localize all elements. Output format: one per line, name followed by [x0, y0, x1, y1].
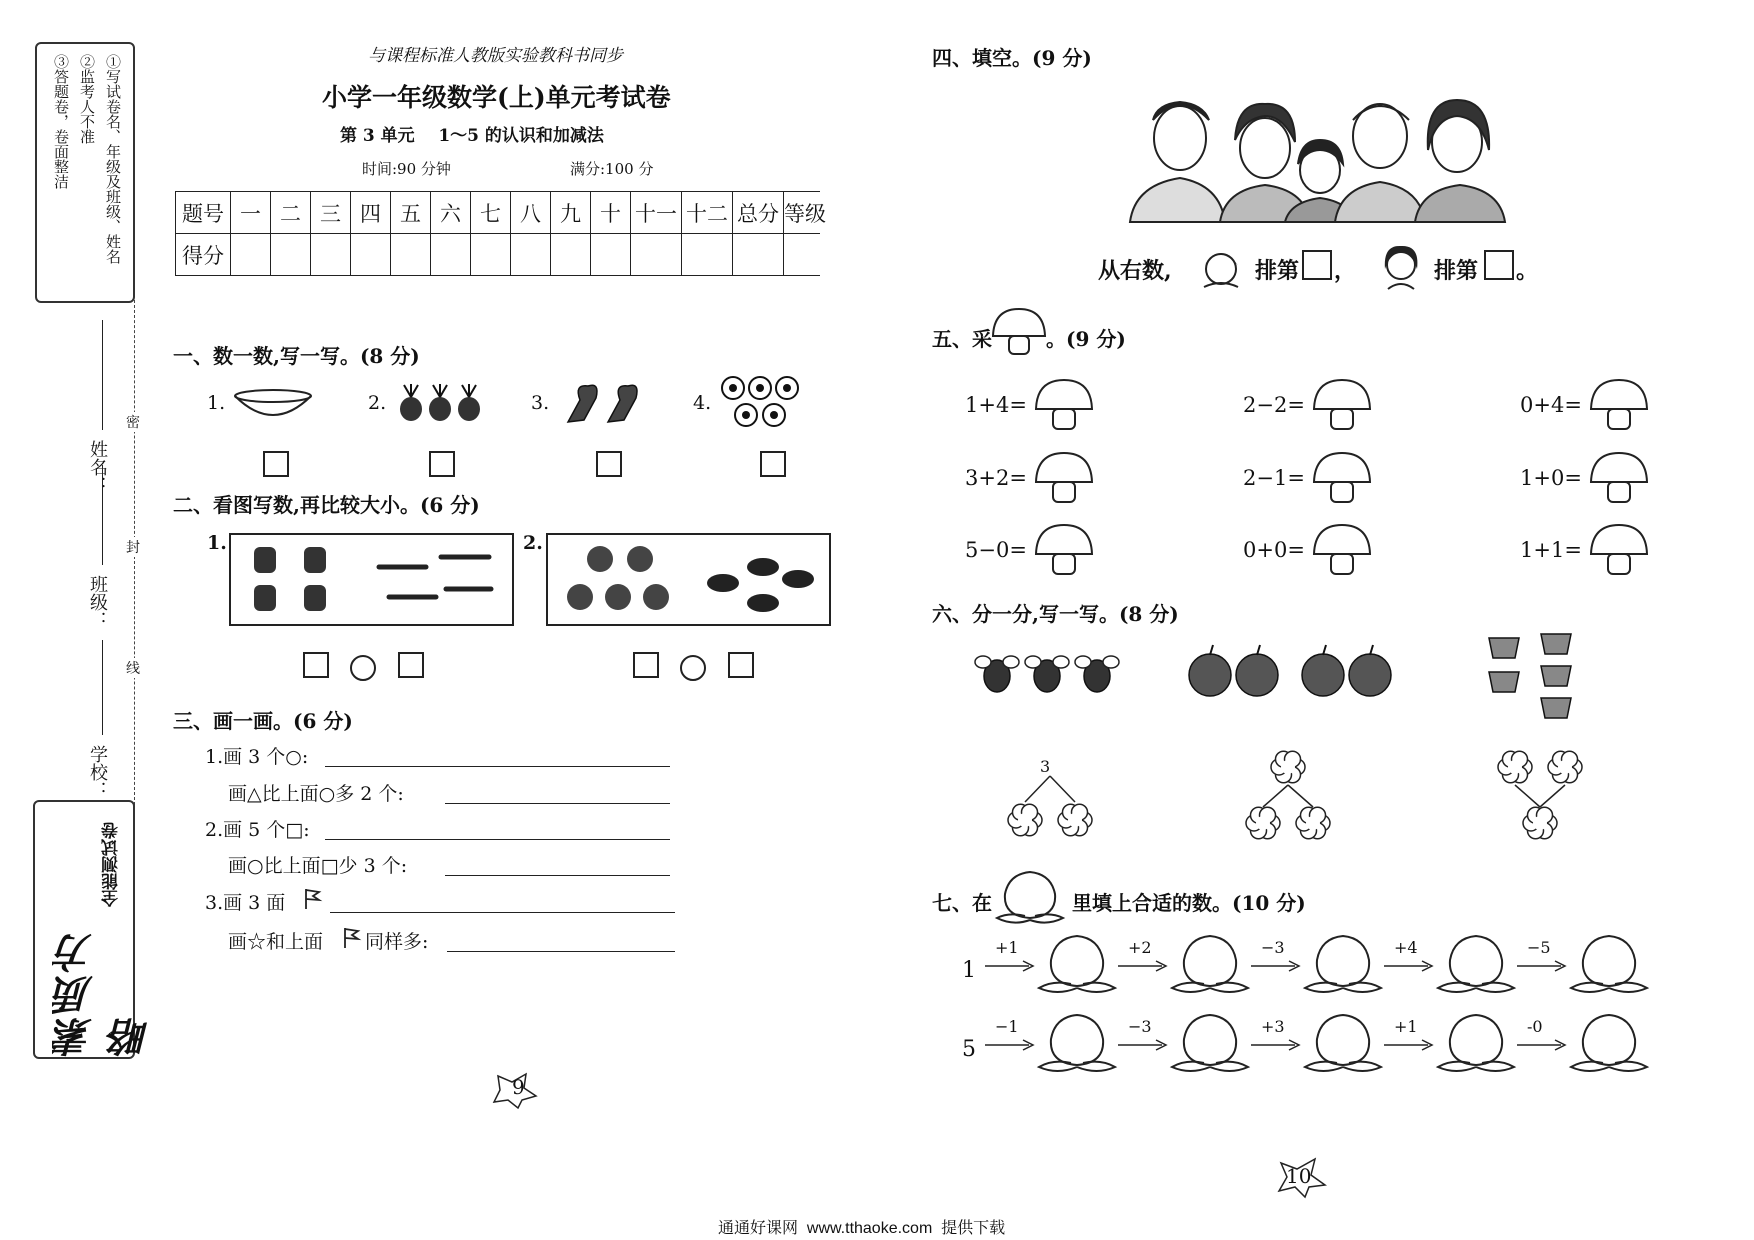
notice-line-2: ②监考人不准	[78, 54, 96, 144]
operation-label: +2	[1128, 938, 1152, 957]
score-cell[interactable]	[784, 234, 821, 276]
s2-item-1-label: 1.	[207, 532, 227, 554]
s3-line-6-label: 画☆和上面	[228, 931, 324, 953]
arrow-right-icon	[1118, 1039, 1168, 1051]
s3-answer-line-2[interactable]	[445, 779, 670, 804]
s4-text-rank-1: 排第	[1255, 258, 1300, 284]
exam-title: 小学一年级数学(上)单元考试卷	[322, 83, 671, 112]
school-field-label: 学校：	[87, 745, 108, 799]
s5-equation-label: 0+0=	[1243, 538, 1305, 562]
col-header: 四	[351, 192, 391, 234]
bee-icon	[975, 648, 1125, 698]
col-header: 六	[431, 192, 471, 234]
unit-subtitle: 第 3 单元 1～5 的认识和加减法	[340, 126, 604, 146]
peach-answer-slot[interactable]	[1303, 932, 1383, 998]
col-header: 三	[311, 192, 351, 234]
flower-split-tree[interactable]	[1238, 745, 1338, 845]
s2-picture-2	[546, 533, 831, 626]
s2-answer-box-1b[interactable]	[398, 652, 424, 678]
school-field-line[interactable]	[102, 640, 104, 735]
flower-split-tree[interactable]	[1000, 772, 1100, 872]
teacup-icon	[1485, 630, 1585, 726]
arrow-right-icon	[1384, 1039, 1434, 1051]
s3-line-6-suffix: 同样多:	[365, 931, 429, 953]
mother-face-icon	[1380, 243, 1422, 291]
exam-full-score: 满分:100 分	[570, 160, 654, 178]
score-table	[175, 191, 826, 276]
arrow-right-icon	[1384, 960, 1434, 972]
s5-equation-label: 0+4=	[1520, 393, 1582, 417]
mushroom-answer-slot[interactable]	[1311, 522, 1373, 578]
col-header: 二	[271, 192, 311, 234]
s2-picture-1	[229, 533, 514, 626]
peach-answer-slot[interactable]	[1569, 1011, 1649, 1077]
name-field-line[interactable]	[102, 320, 104, 430]
section-5-title-a: 五、采	[932, 327, 992, 351]
mushroom-answer-slot[interactable]	[1588, 522, 1650, 578]
vegetable-icon	[560, 380, 646, 424]
arrow-right-icon	[985, 960, 1035, 972]
col-header: 十	[591, 192, 631, 234]
col-header: 十二	[682, 192, 733, 234]
s4-text-period: 。	[1516, 258, 1539, 284]
s5-equation-label: 3+2=	[965, 466, 1027, 490]
section-3-title: 三、画一画。(6 分)	[173, 709, 353, 733]
notice-line-3: ③答题卷，卷面整洁	[52, 54, 70, 189]
s2-compare-circle-2[interactable]	[680, 655, 706, 681]
section-5-title-b: 。(9 分)	[1046, 327, 1126, 351]
s3-answer-line-3[interactable]	[325, 815, 670, 840]
operation-label: -0	[1527, 1017, 1543, 1036]
col-header: 九	[551, 192, 591, 234]
brand-title: 素质方略	[52, 931, 156, 1057]
s1-item-4-label: 4.	[693, 392, 712, 414]
class-field-label: 班级：	[87, 575, 108, 629]
s1-answer-box-4[interactable]	[760, 451, 786, 477]
flag-icon	[342, 926, 362, 950]
s3-line-4-label: 画○比上面□少 3 个:	[228, 855, 408, 877]
arrow-right-icon	[1251, 1039, 1301, 1051]
operation-label: −5	[1527, 938, 1551, 957]
score-cell[interactable]	[682, 234, 733, 276]
s3-line-2-label: 画△比上面○多 2 个:	[228, 783, 404, 805]
section-1-title: 一、数一数,写一写。(8 分)	[173, 344, 420, 368]
soccer-ball-icon	[720, 374, 804, 430]
score-cell[interactable]	[551, 234, 591, 276]
peach-answer-slot[interactable]	[1303, 1011, 1383, 1077]
peach-answer-slot[interactable]	[1170, 932, 1250, 998]
seal-mark-xian: 线	[126, 658, 140, 678]
peach-answer-slot[interactable]	[1037, 932, 1117, 998]
s3-line-1-label: 1.画 3 个○:	[205, 746, 309, 768]
row-label-question: 题号	[176, 192, 231, 234]
footer-download-note[interactable]: 通通好课网 www.tthaoke.com 提供下载	[718, 1220, 1006, 1237]
section-2-title: 二、看图写数,再比较大小。(6 分)	[173, 493, 480, 517]
notice-box	[35, 42, 135, 303]
seal-mark-mi: 密	[126, 412, 140, 432]
s3-line-3-label: 2.画 5 个□:	[205, 819, 310, 841]
col-header: 等级	[784, 192, 821, 234]
table-row	[176, 192, 821, 234]
arrow-right-icon	[1118, 960, 1168, 972]
peach-icon	[995, 868, 1065, 926]
section-7-title-b: 里填上合适的数。(10 分)	[1072, 891, 1306, 915]
s4-answer-box-2[interactable]	[1484, 250, 1514, 280]
score-cell[interactable]	[351, 234, 391, 276]
s4-text-comma: ，	[1334, 258, 1357, 284]
col-header: 十一	[631, 192, 682, 234]
mushroom-answer-slot[interactable]	[1311, 377, 1373, 433]
peach-answer-slot[interactable]	[1436, 1011, 1516, 1077]
s3-answer-line-4[interactable]	[445, 851, 670, 876]
flag-icon	[303, 887, 323, 911]
notice-line-1: ①写试卷名、年级及班级、姓名	[104, 54, 122, 264]
arrow-right-icon	[1251, 960, 1301, 972]
pineapple-icon	[396, 382, 486, 422]
score-cell[interactable]	[311, 234, 351, 276]
s4-text-rank-2: 排第	[1434, 258, 1479, 284]
seal-mark-feng: 封	[126, 537, 140, 557]
col-header: 五	[391, 192, 431, 234]
col-header: 七	[471, 192, 511, 234]
section-7-title-a: 七、在	[932, 891, 992, 915]
s5-equation-label: 1+0=	[1520, 466, 1582, 490]
operation-label: −3	[1261, 938, 1285, 957]
arrow-right-icon	[1517, 1039, 1567, 1051]
score-cell[interactable]	[391, 234, 431, 276]
s5-equation-label: 2−1=	[1243, 466, 1305, 490]
s2-answer-box-2b[interactable]	[728, 652, 754, 678]
bone-icon	[371, 537, 501, 622]
mushroom-answer-slot[interactable]	[1588, 450, 1650, 506]
score-cell[interactable]	[631, 234, 682, 276]
mushroom-answer-slot[interactable]	[1033, 377, 1095, 433]
s5-equation-label: 2−2=	[1243, 393, 1305, 417]
col-header: 八	[511, 192, 551, 234]
peach-answer-slot[interactable]	[1037, 1011, 1117, 1077]
s6-top-number: 3	[1040, 757, 1051, 776]
s2-answer-box-1a[interactable]	[303, 652, 329, 678]
section-6-title: 六、分一分,写一写。(8 分)	[932, 602, 1179, 626]
apple-icon	[1185, 643, 1395, 699]
page-number-left: 9	[512, 1075, 525, 1099]
score-cell[interactable]	[271, 234, 311, 276]
table-row	[176, 234, 821, 276]
arrow-right-icon	[985, 1039, 1035, 1051]
brand-subtitle: 全能测试卷	[102, 822, 122, 907]
brand-box	[33, 800, 156, 1059]
operation-label: +3	[1261, 1017, 1285, 1036]
s4-answer-box-1[interactable]	[1302, 250, 1332, 280]
score-cell[interactable]	[511, 234, 551, 276]
score-cell[interactable]	[231, 234, 271, 276]
operation-label: −1	[995, 1017, 1019, 1036]
s1-item-3-label: 3.	[531, 392, 550, 414]
score-cell[interactable]	[471, 234, 511, 276]
s3-answer-line-6[interactable]	[447, 927, 675, 952]
mushroom-answer-slot[interactable]	[1033, 450, 1095, 506]
s1-answer-box-1[interactable]	[263, 451, 289, 477]
s4-text-from-right: 从右数,	[1098, 258, 1172, 284]
score-cell[interactable]	[431, 234, 471, 276]
s1-answer-box-3[interactable]	[596, 451, 622, 477]
s5-equation-label: 5−0=	[965, 538, 1027, 562]
operation-label: +1	[1394, 1017, 1418, 1036]
s5-equation-label: 1+1=	[1520, 538, 1582, 562]
mushroom-answer-slot[interactable]	[1033, 522, 1095, 578]
sync-note: 与课程标准人教版实验教科书同步	[368, 46, 623, 66]
s2-compare-circle-1[interactable]	[350, 655, 376, 681]
dog-icon	[246, 537, 356, 622]
arrow-right-icon	[1517, 960, 1567, 972]
bowl-icon	[232, 388, 314, 424]
s7-row1-start: 1	[962, 958, 976, 983]
s2-item-2-label: 2.	[523, 532, 543, 554]
col-header: 总分	[733, 192, 784, 234]
section-4-title: 四、填空。(9 分)	[932, 46, 1092, 70]
operation-label: +4	[1394, 938, 1418, 957]
mushroom-icon	[990, 306, 1048, 358]
s1-answer-box-2[interactable]	[429, 451, 455, 477]
peach-answer-slot[interactable]	[1170, 1011, 1250, 1077]
s5-equation-label: 1+4=	[965, 393, 1027, 417]
score-cell[interactable]	[733, 234, 784, 276]
s7-row2-start: 5	[962, 1037, 976, 1062]
class-field-line[interactable]	[102, 465, 104, 565]
operation-label: +1	[995, 938, 1019, 957]
peach-answer-slot[interactable]	[1436, 932, 1516, 998]
exam-time: 时间:90 分钟	[362, 160, 451, 178]
flower-split-tree[interactable]	[1490, 745, 1590, 845]
mushroom-answer-slot[interactable]	[1588, 377, 1650, 433]
mushroom-answer-slot[interactable]	[1311, 450, 1373, 506]
score-cell[interactable]	[591, 234, 631, 276]
s1-item-1-label: 1.	[207, 392, 226, 414]
col-header: 一	[231, 192, 271, 234]
operation-label: −3	[1128, 1017, 1152, 1036]
child-face-icon	[1198, 245, 1244, 289]
page-number-right: 10	[1286, 1164, 1312, 1188]
s3-answer-line-5[interactable]	[330, 888, 675, 913]
s2-answer-box-2a[interactable]	[633, 652, 659, 678]
s3-answer-line-1[interactable]	[325, 742, 670, 767]
s1-item-2-label: 2.	[368, 392, 387, 414]
peach-answer-slot[interactable]	[1569, 932, 1649, 998]
name-field-label: 姓名：	[87, 440, 108, 494]
family-illustration	[1125, 90, 1510, 225]
row-label-score: 得分	[176, 234, 231, 276]
cat-icon	[558, 537, 698, 622]
s3-line-5-label: 3.画 3 面	[205, 892, 286, 914]
fish-icon	[703, 537, 823, 622]
